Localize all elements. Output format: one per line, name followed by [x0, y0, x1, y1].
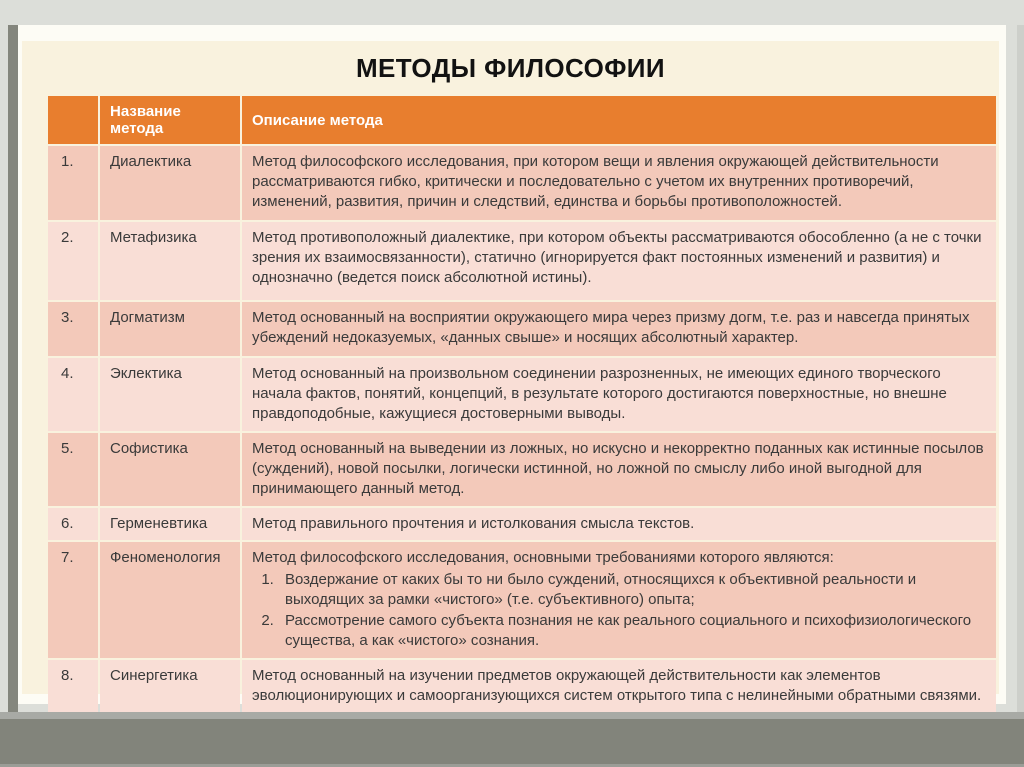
method-description: Метод основанный на произвольном соединении разрозненных, не имеющих единого творческого начала фактов, понятий, концепций, в результате которого достигаются поверхностные, но внешне правдоподобные, кажущиеся достоверными выводы.: [242, 358, 996, 431]
table-row: [48, 508, 996, 540]
column-header-description: Описание метода: [242, 96, 996, 144]
list-item: 1. Воздержание от каких бы то ни было суждений, относящихся к объективной реальности и выходящих за рамки «чистого» (т.е. субъективного) опыта;: [278, 570, 988, 610]
table-row: [48, 222, 996, 300]
list-item: 2. Рассмотрение самого субъекта познания не как реального социального и психофизиологического существа, а как «чистого» сознания.: [278, 611, 988, 651]
row-number: 5.: [48, 433, 98, 506]
row-number: 8.: [48, 660, 98, 718]
row-number: 7.: [48, 542, 98, 658]
method-description: Метод правильного прочтения и истолкования смысла текстов.: [242, 508, 996, 540]
row-number: 2.: [48, 222, 98, 300]
method-description: [242, 542, 996, 658]
method-name: Эклектика: [100, 358, 240, 431]
method-name: Софистика: [100, 433, 240, 506]
method-description: Метод основанный на изучении предметов окружающей действительности как элементов эволюционирующих и самоорганизующихся систем открытого типа с нелинейными обратными связями.: [242, 660, 996, 718]
slide: [18, 25, 1006, 704]
table-row: [48, 302, 996, 356]
methods-table: [46, 94, 998, 720]
page-title: МЕТОДЫ ФИЛОСОФИИ: [356, 53, 665, 83]
table-row: [48, 358, 996, 431]
row-number: 1.: [48, 146, 98, 220]
method-name: Герменевтика: [100, 508, 240, 540]
method-description-intro: Метод философского исследования, основными требованиями которого являются:: [252, 549, 834, 566]
table-row: [48, 660, 996, 718]
table-header-row: [48, 96, 996, 144]
slide-content-panel: [22, 41, 999, 704]
slide-frame-right: [1017, 25, 1024, 712]
row-number: 6.: [48, 508, 98, 540]
footer-bar: [0, 719, 1024, 767]
method-requirements-list: [252, 570, 988, 651]
method-name: Догматизм: [100, 302, 240, 356]
method-description: Метод основанный на выведении из ложных, но искусно и некорректно поданных как истинные посылов (суждений), новой посылки, логически истинной, но ложной по смыслу либо иной выгодной для принимающего данный метод.: [242, 433, 996, 506]
row-number: 3.: [48, 302, 98, 356]
table-row: [48, 433, 996, 506]
method-description: Метод противоположный диалектике, при котором объекты рассматриваются обособленно (а не с точки зрения их взаимосвязанности), статично (игнорируется факт постоянных изменений и развития) и однозначно (ведется поиск абсолютной истины).: [242, 222, 996, 300]
column-header-name: Название метода: [100, 96, 240, 144]
method-description: Метод основанный на восприятии окружающего мира через призму догм, т.е. раз и навсегда принятых убеждений недоказуемых, «данных свыше» и носящих абсолютный характер.: [242, 302, 996, 356]
method-name: Метафизика: [100, 222, 240, 300]
method-name: Диалектика: [100, 146, 240, 220]
method-name: Синергетика: [100, 660, 240, 718]
row-number: 4.: [48, 358, 98, 431]
method-description: Метод философского исследования, при котором вещи и явления окружающей действительности рассматриваются гибко, критически и последовательно с учетом их внутренних противоречий, изменений, развития, причин и следствий, единства и борьбы противоположностей.: [242, 146, 996, 220]
column-header-number: [48, 96, 98, 144]
slide-frame-left: [8, 25, 18, 767]
footer-strip: [0, 712, 1024, 719]
table-row: [48, 146, 996, 220]
table-row: [48, 542, 996, 658]
method-name: Феноменология: [100, 542, 240, 658]
